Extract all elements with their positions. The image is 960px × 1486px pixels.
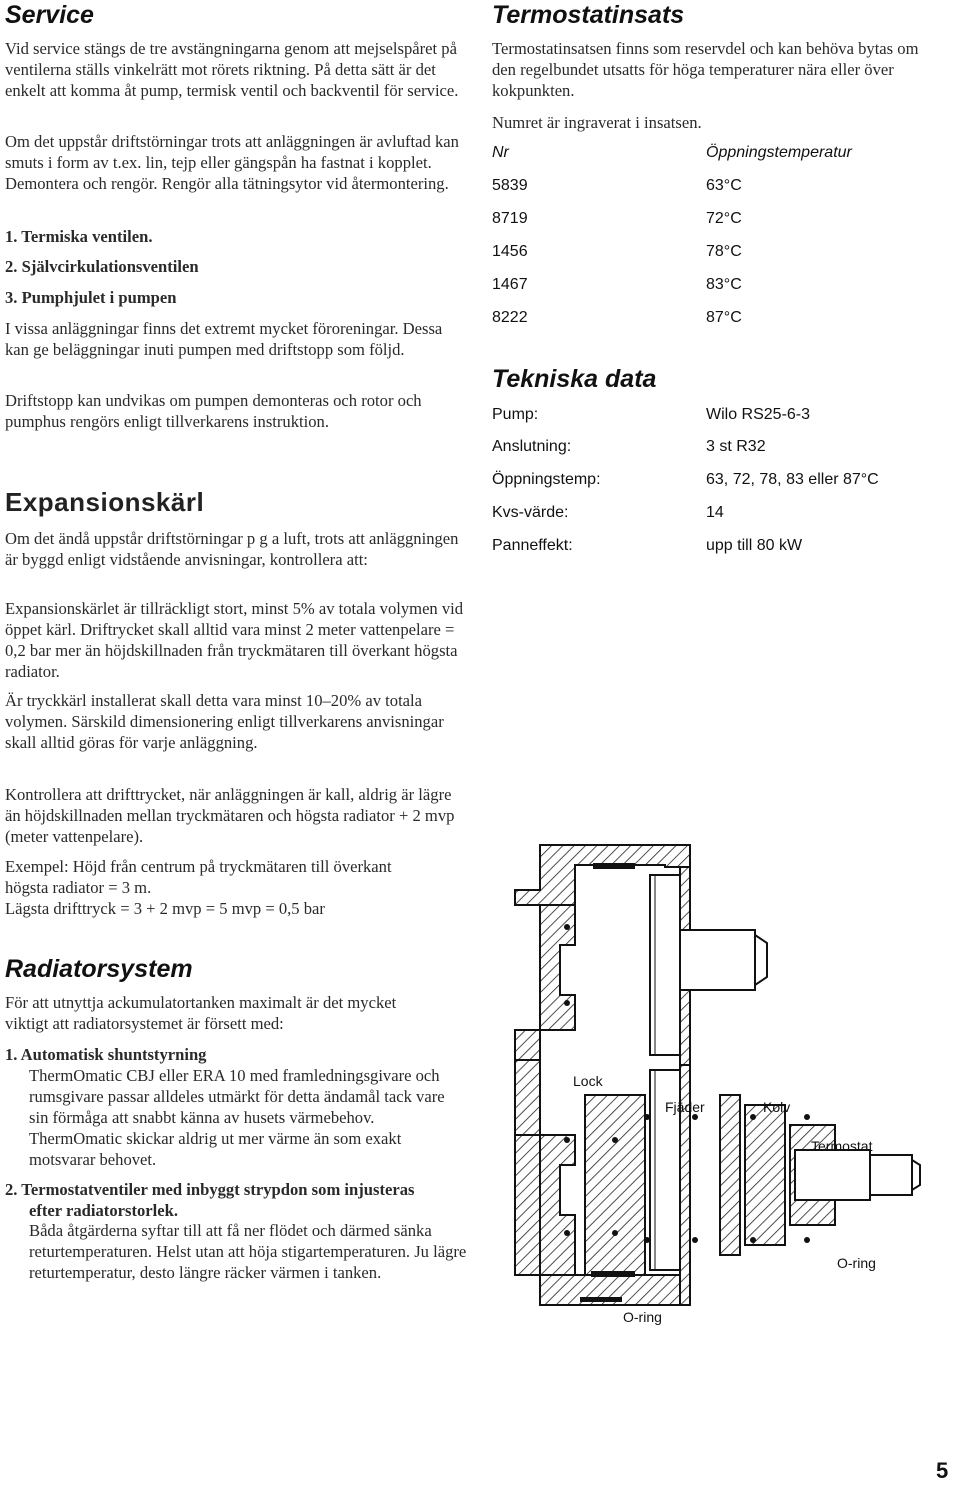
radiator-intro: För att utnyttja ackumulatortanken maximalt är det mycket viktigt att radiatorsystemet är försett med: xyxy=(5,993,397,1033)
table-row xyxy=(492,210,952,232)
service-paragraph-1: Vid service stängs de tre avstängningarna genom att mejselspåret på ventilerna ställs vinkelrätt mot rörets riktning. På detta sätt är det enkelt att komma åt pump, termisk ventil och backventil för service. xyxy=(5,39,459,100)
radiator-heading: Radiatorsystem xyxy=(5,955,193,983)
expansion-paragraph-1: Om det ändå uppstår driftstörningar p g a luft, trots att anläggningen är byggd enligt vidstående anvisningar, kontrollera att: xyxy=(5,529,459,569)
service-item-2: 2. Självcirkulationsventilen xyxy=(5,257,199,276)
expansion-paragraph-2: Expansionskärlet är tillräckligt stort, minst 5% av totala volymen vid öppet kärl. Driftrycket skall alltid vara minst 2 meter vattenpelare = 0,2 bar mer än höjdskillnaden från tryckmätaren till överkant högsta radiator. xyxy=(5,599,464,681)
tech-row xyxy=(492,438,952,460)
thermo-table-header xyxy=(492,144,952,166)
tech-value: Wilo RS25-6-3 xyxy=(706,406,811,423)
service-paragraph-2: Om det uppstår driftstörningar trots att anläggningen är avluftad kan smuts i form av t.ex. lin, tejp eller gängspån ha fastnat i kopplet. Demontera och rengör. Rengör alla tätningsytor vid återmontering. xyxy=(5,132,459,193)
tech-value: 3 st R32 xyxy=(706,438,766,455)
thermo-nr-cell: 5839 xyxy=(492,177,528,194)
upper-valve-section xyxy=(515,845,767,1065)
tech-label: Öppningstemp: xyxy=(492,471,601,488)
expansion-example: Exempel: Höjd från centrum på tryckmätaren till överkant högsta radiator = 3 m. xyxy=(5,857,392,897)
tech-value: 14 xyxy=(706,504,724,521)
service-paragraph-3: I vissa anläggningar finns det extremt mycket föroreningar. Dessa kan ge beläggningar inuti pumpen med driftstopp som följd. xyxy=(5,319,443,359)
label-lock: Lock xyxy=(573,1073,603,1089)
thermo-temp-cell: 83°C xyxy=(706,276,742,293)
label-fjader: Fjäder xyxy=(665,1099,705,1115)
tech-label: Kvs-värde: xyxy=(492,504,569,521)
thermo-col-temp: Öppningstemperatur xyxy=(706,144,852,161)
table-row xyxy=(492,243,952,265)
radiator-item-1-text: ThermOmatic CBJ eller ERA 10 med framledningsgivare och rumsgivare passar alldeles utmärkt för detta ändamål tack vare sin förmåga att snabbt känna av husets värmebehov. ThermOmatic skickar aldrig ut mer värme än som exakt motsvarar behovet. xyxy=(29,1066,445,1169)
service-item-1: 1. Termiska ventilen. xyxy=(5,227,153,246)
thermo-temp-cell: 63°C xyxy=(706,177,742,194)
thermo-nr-cell: 8222 xyxy=(492,309,528,326)
tech-row xyxy=(492,406,952,428)
tech-label: Pump: xyxy=(492,406,539,423)
thermo-temp-cell: 72°C xyxy=(706,210,742,227)
service-heading: Service xyxy=(5,1,94,29)
tech-row xyxy=(492,504,952,526)
tech-row xyxy=(492,471,952,493)
tech-value: 63, 72, 78, 83 eller 87°C xyxy=(706,471,879,488)
label-oring-right: O-ring xyxy=(837,1255,876,1271)
radiator-item-2-text: Båda åtgärderna syftar till att få ner flödet och därmed sänka returtemperaturen. Helst utan att höja stigartemperaturen. Ju lägre returtemperatur, desto längre räcker värmen i tanken. xyxy=(29,1221,467,1282)
thermostat-insert-diagram xyxy=(505,835,925,1345)
thermo-paragraph-1: Termostatinsatsen finns som reservdel och kan behöva bytas om den regelbundet utsatts för höga temperaturer nära eller över kokpunkten. xyxy=(492,39,919,100)
radiator-item-1-title: 1. Automatisk shuntstyrning xyxy=(5,1045,207,1064)
label-termostat: Termostat xyxy=(811,1138,873,1154)
expansion-heading: Expansionskärl xyxy=(5,487,205,517)
tech-heading: Tekniska data xyxy=(492,365,657,393)
service-item-3: 3. Pumphjulet i pumpen xyxy=(5,288,177,307)
service-paragraph-4: Driftstopp kan undvikas om pumpen demonteras och rotor och pumphus rengörs enligt tillverkarens instruktion. xyxy=(5,391,422,431)
thermo-nr-cell: 1467 xyxy=(492,276,528,293)
tech-label: Anslutning: xyxy=(492,438,572,455)
table-row xyxy=(492,276,952,298)
thermo-nr-cell: 8719 xyxy=(492,210,528,227)
tech-label: Panneffekt: xyxy=(492,537,573,554)
expansion-minimum-pressure: Lägsta drifttryck = 3 + 2 mvp = 5 mvp = 0,5 bar xyxy=(5,899,325,918)
thermo-col-nr: Nr xyxy=(492,144,509,161)
expansion-paragraph-4: Kontrollera att drifttrycket, när anläggningen är kall, aldrig är lägre än höjdskillnaden mellan tryckmätaren och högsta radiator + 2 mvp (meter vattenpelare). xyxy=(5,785,455,846)
label-kolv: Kolv xyxy=(763,1099,791,1115)
thermo-paragraph-2: Numret är ingraverat i insatsen. xyxy=(492,113,702,132)
lower-valve-section xyxy=(515,1060,690,1305)
radiator-item-2-title: 2. Termostatventiler med inbyggt strypdon som injusteras efter radiatorstorlek. xyxy=(5,1180,415,1220)
tech-value: upp till 80 kW xyxy=(706,537,803,554)
thermo-nr-cell: 1456 xyxy=(492,243,528,260)
tech-row xyxy=(492,537,952,559)
thermo-temp-cell: 78°C xyxy=(706,243,742,260)
thermo-temp-cell: 87°C xyxy=(706,309,742,326)
label-oring-bottom: O-ring xyxy=(623,1309,662,1325)
table-row xyxy=(492,177,952,199)
table-row xyxy=(492,309,952,331)
thermo-heading: Termostatinsats xyxy=(492,1,685,29)
expansion-paragraph-3: Är tryckkärl installerat skall detta vara minst 10–20% av totala volymen. Särskild dimensionering enligt tillverkarens anvisningar skall alltid göras för varje anläggning. xyxy=(5,691,444,752)
page-number: 5 xyxy=(936,1458,949,1483)
